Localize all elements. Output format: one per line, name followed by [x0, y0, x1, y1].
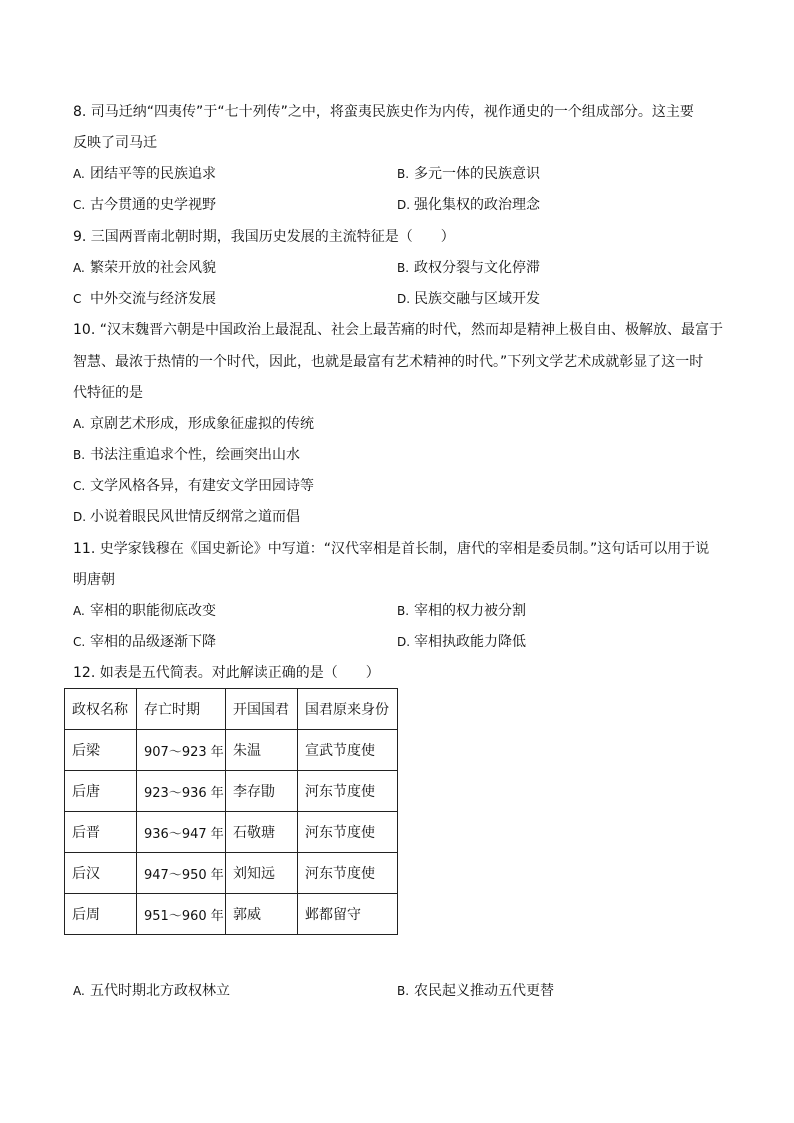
table-row — [65, 771, 398, 812]
table-row — [65, 812, 398, 853]
q10-option-b — [73, 445, 300, 465]
q11-option-d — [397, 632, 526, 652]
q8-option-a — [73, 164, 216, 184]
option-text: 京剧艺术形成，形成象征虚拟的传统 — [90, 416, 314, 432]
option-key: C — [73, 292, 82, 306]
five-dynasties-table — [64, 688, 398, 935]
table-cell: 河东节度使 — [298, 771, 398, 812]
table-cell: 947～950 年 — [137, 853, 226, 894]
option-key: C. — [73, 198, 86, 212]
option-text: 强化集权的政治理念 — [414, 197, 540, 213]
q8-stem-line-1: 8. 司马迁纳“四夷传”于“七十列传”之中，将蛮夷民族史作为内传，视作通史的一个组成部分。这主要 — [73, 104, 694, 120]
option-text: 古今贯通的史学视野 — [90, 197, 216, 213]
q9-option-a — [73, 258, 216, 278]
option-key: D. — [397, 292, 411, 306]
option-key: D. — [397, 198, 411, 212]
option-key: A. — [73, 261, 85, 275]
q8-option-b — [397, 164, 540, 184]
option-key: A. — [73, 984, 85, 998]
table-cell: 河东节度使 — [298, 853, 398, 894]
q9-stem-line-1: 9. 三国两晋南北朝时期，我国历史发展的主流特征是（ ） — [73, 229, 455, 245]
table-cell: 951～960 年 — [137, 894, 226, 935]
q9-option-b — [397, 258, 540, 278]
q11-option-a — [73, 601, 216, 621]
option-key: C. — [73, 635, 86, 649]
option-key: A. — [73, 167, 85, 181]
table-header-cell: 存亡时期 — [137, 689, 226, 730]
table-cell: 郭威 — [226, 894, 298, 935]
table-cell: 907～923 年 — [137, 730, 226, 771]
table-header-cell: 开国国君 — [226, 689, 298, 730]
q8-stem-line-2: 反映了司马迁 — [73, 135, 157, 151]
table-cell: 李存勖 — [226, 771, 298, 812]
q11-stem-line-2: 明唐朝 — [73, 572, 115, 588]
table-cell: 朱温 — [226, 730, 298, 771]
option-key: C. — [73, 479, 86, 493]
table-header-cell: 政权名称 — [65, 689, 137, 730]
table-cell: 后汉 — [65, 853, 137, 894]
option-key: B. — [397, 604, 410, 618]
q12-option-a — [73, 981, 230, 1001]
option-text: 书法注重追求个性，绘画突出山水 — [90, 447, 300, 463]
table-cell: 石敬瑭 — [226, 812, 298, 853]
q11-option-b — [397, 601, 526, 621]
table-cell: 923～936 年 — [137, 771, 226, 812]
option-text: 政权分裂与文化停滞 — [414, 260, 540, 276]
q12-option-b — [397, 981, 554, 1001]
option-key: D. — [397, 635, 411, 649]
option-text: 中外交流与经济发展 — [90, 291, 216, 307]
option-key: B. — [397, 984, 410, 998]
q10-option-a — [73, 414, 314, 434]
q11-option-c — [73, 632, 216, 652]
option-key: B. — [397, 261, 410, 275]
table-cell: 后晋 — [65, 812, 137, 853]
table-row — [65, 894, 398, 935]
q10-stem-line-3: 代特征的是 — [73, 385, 143, 401]
table-header-row — [65, 689, 398, 730]
table-cell: 河东节度使 — [298, 812, 398, 853]
q10-stem-line-2: 智慧、最浓于热情的一个时代，因此，也就是最富有艺术精神的时代。”下列文学艺术成就彰显了这一时 — [73, 354, 704, 370]
option-text: 民族交融与区域开发 — [414, 291, 540, 307]
option-text: 团结平等的民族追求 — [90, 166, 216, 182]
option-text: 农民起义推动五代更替 — [414, 983, 554, 999]
option-text: 小说着眼民风世情反纲常之道而倡 — [90, 509, 300, 525]
option-text: 五代时期北方政权林立 — [90, 983, 230, 999]
q10-option-c — [73, 476, 314, 496]
q9-option-c — [73, 289, 216, 309]
option-text: 宰相的职能彻底改变 — [90, 603, 216, 619]
table-cell: 后周 — [65, 894, 137, 935]
option-text: 宰相的品级逐渐下降 — [90, 634, 216, 650]
table-header-cell: 国君原来身份 — [298, 689, 398, 730]
q8-option-c — [73, 195, 216, 215]
table-cell: 宣武节度使 — [298, 730, 398, 771]
q8-option-d — [397, 195, 540, 215]
table-cell: 936～947 年 — [137, 812, 226, 853]
table-cell: 后唐 — [65, 771, 137, 812]
option-key: B. — [397, 167, 410, 181]
q10-stem-line-1: 10. “汉末魏晋六朝是中国政治上最混乱、社会上最苦痛的时代，然而却是精神上极自由、极解放、最富于 — [73, 322, 723, 338]
table-cell: 后梁 — [65, 730, 137, 771]
option-text: 宰相执政能力降低 — [414, 634, 526, 650]
option-text: 宰相的权力被分割 — [414, 603, 526, 619]
option-key: D. — [73, 510, 87, 524]
table-row — [65, 853, 398, 894]
option-text: 文学风格各异，有建安文学田园诗等 — [90, 478, 314, 494]
option-key: A. — [73, 417, 85, 431]
q10-option-d — [73, 507, 300, 527]
table-cell: 刘知远 — [226, 853, 298, 894]
option-text: 多元一体的民族意识 — [414, 166, 540, 182]
q9-option-d — [397, 289, 540, 309]
table-row — [65, 730, 398, 771]
q11-stem-line-1: 11. 史学家钱穆在《国史新论》中写道：“汉代宰相是首长制，唐代的宰相是委员制。”这句话可以用于说 — [73, 541, 710, 557]
q12-stem-line-1: 12. 如表是五代简表。对此解读正确的是（ ） — [73, 665, 380, 681]
option-text: 繁荣开放的社会风貌 — [90, 260, 216, 276]
option-key: B. — [73, 448, 86, 462]
table-cell: 邺都留守 — [298, 894, 398, 935]
option-key: A. — [73, 604, 85, 618]
